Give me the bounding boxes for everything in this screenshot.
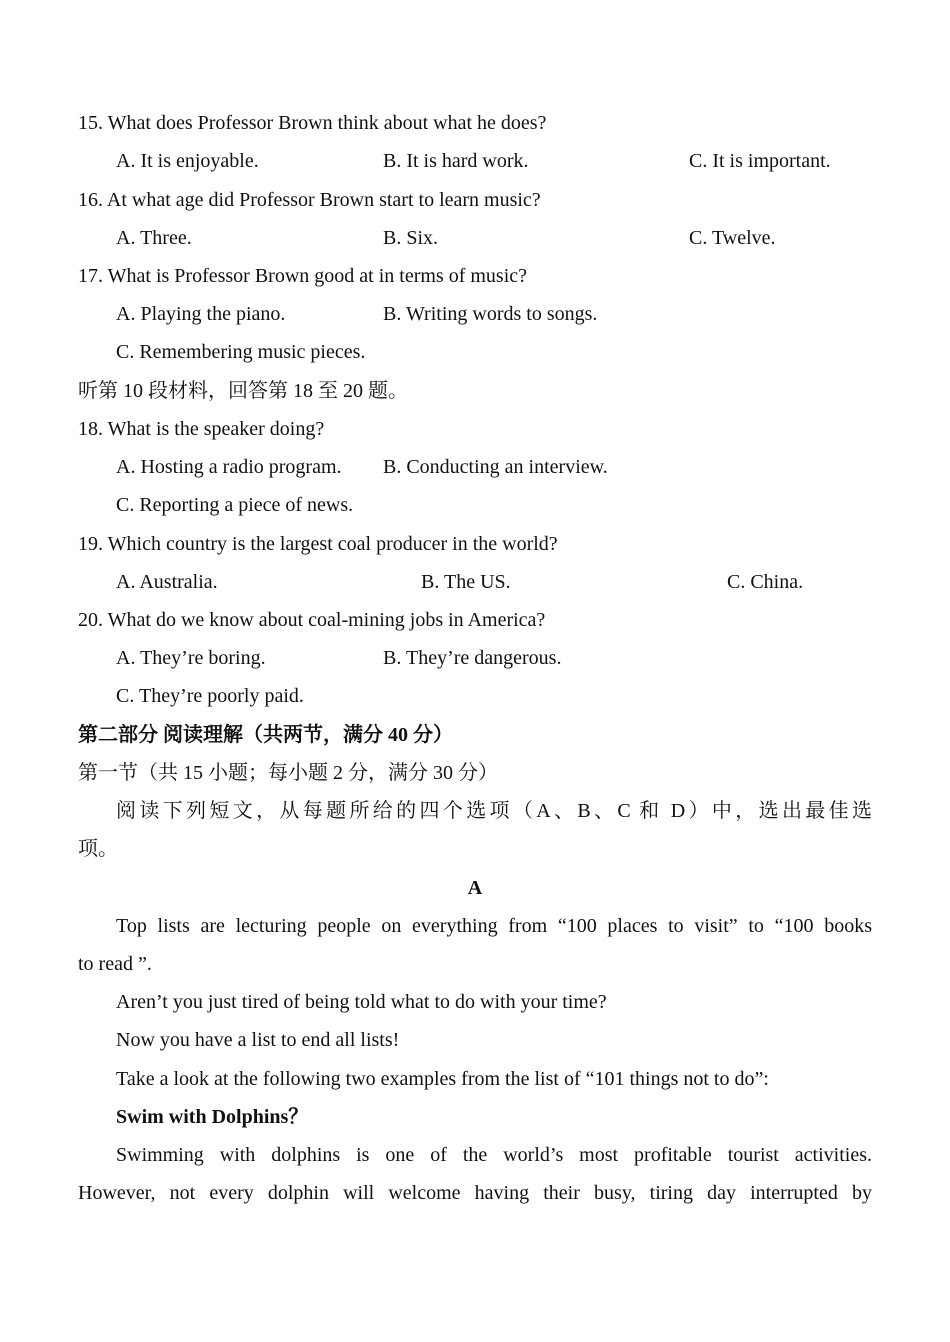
passage-paragraph-2: Aren’t you just tired of being told what to do with your time?	[116, 991, 607, 1013]
question-16-option-c: C. Twelve.	[689, 227, 776, 249]
passage-subheading: Swim with Dolphins？	[116, 1106, 309, 1128]
reading-directions-line2: 项。	[78, 838, 118, 860]
question-15-stem: 15. What does Professor Brown think about what he does?	[78, 112, 547, 134]
question-19-option-b: B. The US.	[421, 571, 511, 593]
passage-label: A	[467, 877, 483, 899]
listening-instruction: 听第 10 段材料，回答第 18 至 20 题。	[78, 380, 408, 402]
question-16-option-b: B. Six.	[383, 227, 439, 249]
question-19-option-c: C. China.	[727, 571, 804, 593]
passage-paragraph-5-line2: However, not every dolphin will welcome having their busy, tiring day interrupted by	[78, 1182, 872, 1204]
question-17-stem: 17. What is Professor Brown good at in terms of music?	[78, 265, 528, 287]
part-two-title: 第二部分 阅读理解（共两节，满分 40 分）	[78, 724, 453, 746]
question-18-option-c: C. Reporting a piece of news.	[116, 494, 354, 516]
question-18-stem: 18. What is the speaker doing?	[78, 418, 325, 440]
passage-paragraph-5-line1: Swimming with dolphins is one of the world’s most profitable tourist activities.	[116, 1144, 872, 1166]
question-20-option-c: C. They’re poorly paid.	[116, 685, 304, 707]
question-20-option-b: B. They’re dangerous.	[383, 647, 562, 669]
question-20-stem: 20. What do we know about coal-mining jobs in America?	[78, 609, 546, 631]
question-19-option-a: A. Australia.	[116, 571, 218, 593]
passage-paragraph-1-line2: to read ”.	[78, 953, 152, 975]
question-19-stem: 19. Which country is the largest coal producer in the world?	[78, 533, 558, 555]
passage-paragraph-4: Take a look at the following two examples from the list of “101 things not to do”:	[116, 1068, 769, 1090]
question-17-option-c: C. Remembering music pieces.	[116, 341, 366, 363]
passage-paragraph-1-line1: Top lists are lecturing people on everything from “100 places to visit” to “100 books	[116, 915, 872, 937]
question-17-option-b: B. Writing words to songs.	[383, 303, 598, 325]
question-16-stem: 16. At what age did Professor Brown start to learn music?	[78, 189, 541, 211]
question-16-option-a: A. Three.	[116, 227, 192, 249]
question-17-option-a: A. Playing the piano.	[116, 303, 286, 325]
question-18-option-b: B. Conducting an interview.	[383, 456, 608, 478]
question-18-option-a: A. Hosting a radio program.	[116, 456, 342, 478]
reading-directions-line1: 阅读下列短文，从每题所给的四个选项（A、B、C 和 D）中，选出最佳选	[116, 800, 872, 822]
question-15-option-a: A. It is enjoyable.	[116, 150, 259, 172]
question-20-option-a: A. They’re boring.	[116, 647, 266, 669]
question-15-option-b: B. It is hard work.	[383, 150, 529, 172]
passage-paragraph-3: Now you have a list to end all lists!	[116, 1029, 400, 1051]
section-one-title: 第一节（共 15 小题；每小题 2 分，满分 30 分）	[78, 762, 498, 784]
question-15-option-c: C. It is important.	[689, 150, 831, 172]
